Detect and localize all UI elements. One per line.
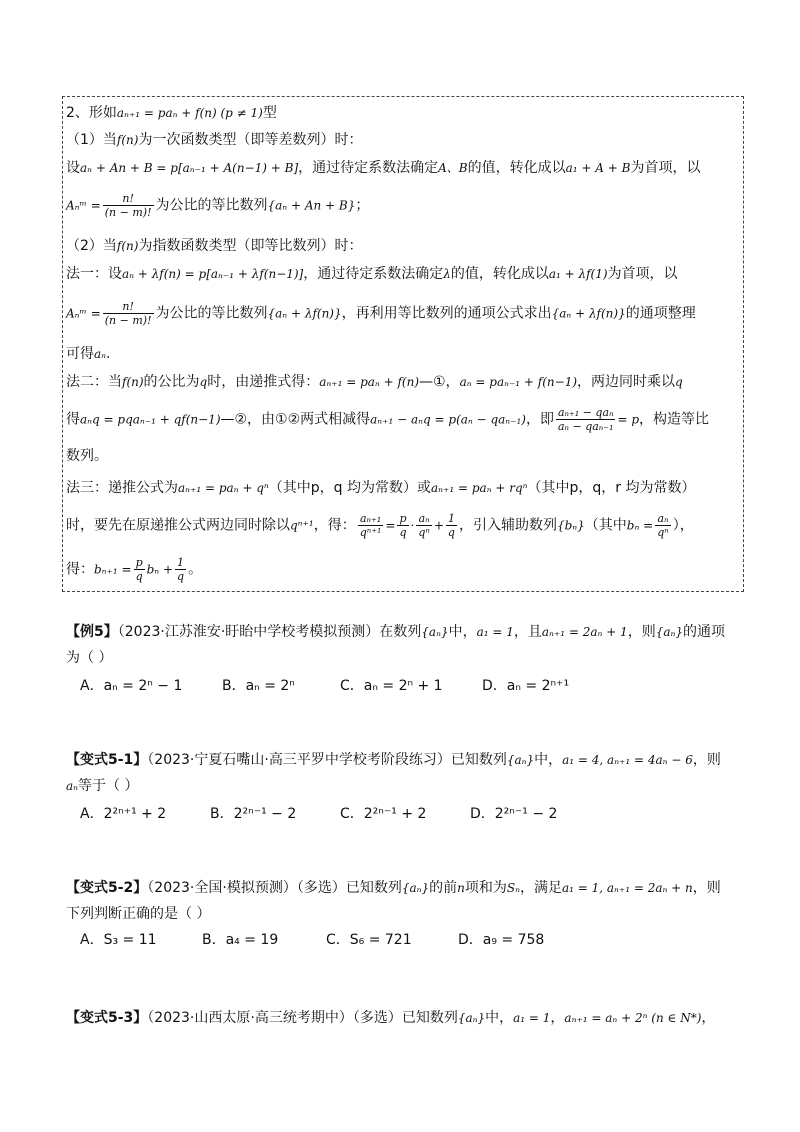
perm-fraction: $\frac{n!}{(n - m)!}$: [104, 192, 152, 219]
example-5-stem: 【例5】（2023·江苏淮安·盱眙中学校考模拟预测）在数列{aₙ}中，a₁ = 1，且aₙ₊₁ = 2aₙ + 1，则{aₙ}的通项: [66, 624, 725, 640]
example-5-option-c[interactable]: C．aₙ = 2ⁿ + 1: [340, 678, 443, 694]
variant-5-2-stem: 【变式5-2】（2023·全国·模拟预测）（多选）已知数列{aₙ}的前n项和为Sₙ，满足a₁ = 1, aₙ₊₁ = 2aₙ + n，则: [66, 880, 721, 896]
box-title: 2、形如aₙ₊₁ = paₙ + f(n) (p ≠ 1)型: [66, 105, 277, 121]
method1-end: 可得aₙ.: [66, 346, 111, 362]
variant-5-3-stem: 【变式5-3】（2023·山西太原·高三统考期中）（多选）已知数列{aₙ}中，a₁ = 1，aₙ₊₁ = aₙ + 2ⁿ (n ∈ N*)，: [66, 1010, 716, 1026]
variant-5-1-stem: 【变式5-1】（2023·宁夏石嘴山·高三平罗中学校考阶段练习）已知数列{aₙ}中，a₁ = 4, aₙ₊₁ = 4aₙ − 6，则: [66, 752, 721, 768]
variant-5-2-line2: 下列判断正确的是（ ）: [66, 906, 211, 922]
case1-heading: （1）当f(n)为一次函数类型（即等差数列）时：: [66, 132, 363, 148]
case2-heading: （2）当f(n)为指数函数类型（即等比数列）时：: [66, 238, 363, 254]
method2-fraction: $\frac{\text{aₙ₊₁ − qaₙ}}{\text{aₙ − qaₙ₋₁}}$: [557, 406, 614, 433]
variant-5-1-option-a[interactable]: A．2²ⁿ⁺¹ + 2: [80, 806, 167, 822]
method2-line1: 法二：当f(n)的公比为q时，由递推式得：aₙ₊₁ = paₙ + f(n)—①，aₙ = paₙ₋₁ + f(n−1)，两边同时乘以q: [66, 374, 683, 390]
variant-5-1-option-b[interactable]: B．2²ⁿ⁻¹ − 2: [210, 806, 297, 822]
variant-5-1-option-d[interactable]: D．2²ⁿ⁻¹ − 2: [470, 806, 558, 822]
variant-5-2-option-d[interactable]: D．a₉ = 758: [458, 932, 545, 948]
variant-5-2-option-a[interactable]: A．S₃ = 11: [80, 932, 157, 948]
method1-setup: 法一：设aₙ + λf(n) = p[aₙ₋₁ + λf(n−1)]，通过待定系数法确定λ的值，转化成以a₁ + λf(1)为首项，以: [66, 266, 678, 282]
variant-5-2-option-b[interactable]: B．a₄ = 19: [202, 932, 279, 948]
example-5-option-b[interactable]: B．aₙ = 2ⁿ: [222, 678, 295, 694]
perm-fraction-2: $\frac{n!}{(n - m)!}$: [104, 300, 152, 327]
method1-ratio: Aₙᵐ = $\frac{n!}{(n - m)!}$ 为公比的等比数列{aₙ + λf(n)}，再利用等比数列的通项公式求出{aₙ + λf(n)}的通项整理: [66, 300, 696, 327]
method3-line1: 法三：递推公式为aₙ₊₁ = paₙ + qⁿ（其中p，q 均为常数）或aₙ₊₁ = paₙ + rqⁿ（其中p，q，r 均为常数）: [66, 480, 696, 496]
variant-5-1-line2: aₙ等于（ ）: [66, 778, 139, 794]
example-5-option-d[interactable]: D．aₙ = 2ⁿ⁺¹: [482, 678, 570, 694]
method3-line3: 得：bₙ₊₁ = $\frac{p}{q}$ bₙ + $\frac{1}{q}$ 。: [66, 556, 203, 583]
variant-5-2-option-c[interactable]: C．S₆ = 721: [326, 932, 412, 948]
case1-ratio: Aₙᵐ = $\frac{n!}{(n - m)!}$ 为公比的等比数列{aₙ + An + B}；: [66, 192, 370, 219]
method3-line2: 时，要先在原递推公式两边同时除以qⁿ⁺¹，得： $\frac{\text{aₙ₊₁}}{\text{qⁿ⁺¹}}$ = $\frac{p}{q}$ · $\frac{\text{aₙ}}{\text{qⁿ}}$ + $\frac{1}{q}$ ，引入辅助数列{bₙ}（其中bₙ = $\frac{\text{aₙ}}{\text{qⁿ}}$ ），: [66, 512, 694, 539]
example-5-line2: 为（ ）: [66, 650, 113, 666]
method2-line3: 数列。: [66, 448, 108, 464]
case1-setup: 设aₙ + An + B = p[aₙ₋₁ + A(n−1) + B]，通过待定系数法确定A、B的值，转化成以a₁ + A + B为首项，以: [66, 160, 701, 176]
variant-5-1-option-c[interactable]: C．2²ⁿ⁻¹ + 2: [340, 806, 427, 822]
method2-line2: 得aₙq = pqaₙ₋₁ + qf(n−1)—②，由①②两式相减得aₙ₊₁ − aₙq = p(aₙ − qaₙ₋₁)，即 $\frac{\text{aₙ₊₁ − qaₙ}}{\text{aₙ − qaₙ₋₁}}$ = p，构造等比: [66, 406, 710, 433]
example-5-option-a[interactable]: A．aₙ = 2ⁿ − 1: [80, 678, 183, 694]
